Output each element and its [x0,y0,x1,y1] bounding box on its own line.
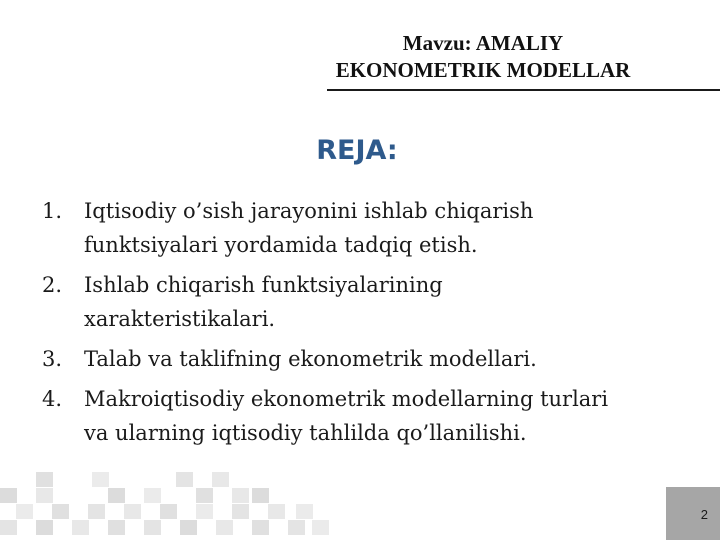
decorative-square [144,520,161,535]
decorative-square [232,504,249,519]
plan-item-text-line: Iqtisodiy o’sish jarayonini ishlab chiqarish [84,199,534,223]
decorative-square [16,504,33,519]
plan-item-number: 2. [42,273,63,297]
decorative-square [0,520,17,535]
decorative-square [92,472,109,487]
plan-item-number: 1. [42,199,63,223]
slide-title [300,30,666,84]
title-line-2: EKONOMETRIK MODELLAR [335,58,631,82]
decorative-square [144,488,161,503]
plan-item-text-line: Makroiqtisodiy ekonometrik modellarning turlari [84,387,609,411]
plan-item-4 [42,382,682,450]
plan-item-text-line: Ishlab chiqarish funktsiyalarining [84,273,443,297]
plan-list [42,194,682,456]
plan-item-text-line: Talab va taklifning ekonometrik modellari. [84,347,537,371]
decorative-square-pattern [0,460,330,540]
decorative-square [196,488,213,503]
decorative-square [176,472,193,487]
decorative-square [72,520,89,535]
decorative-square [288,520,305,535]
decorative-square [108,520,125,535]
decorative-square [252,520,269,535]
decorative-square [232,488,249,503]
title-underline [327,89,720,91]
decorative-square [124,504,141,519]
decorative-square [252,488,269,503]
decorative-square [36,488,53,503]
decorative-square [108,488,125,503]
decorative-square [36,472,53,487]
decorative-square [296,504,313,519]
decorative-square [52,504,69,519]
decorative-square [180,520,197,535]
plan-item-2 [42,268,682,336]
decorative-square [0,488,17,503]
plan-item-text-line: xarakteristikalari. [84,307,276,331]
page-number-box [666,487,720,540]
decorative-square [88,504,105,519]
decorative-square [212,472,229,487]
decorative-square [196,504,213,519]
plan-item-1 [42,194,682,262]
plan-item-3 [42,342,682,376]
title-line-1: Mavzu: AMALIY [402,31,564,55]
plan-item-text-line: va ularning iqtisodiy tahlilda qo’llanilishi. [84,421,527,445]
plan-item-number: 4. [42,387,63,411]
plan-item-number: 3. [42,347,63,371]
plan-item-text-line: funktsiyalari yordamida tadqiq etish. [84,233,478,257]
decorative-square [160,504,177,519]
plan-heading: REJA: [316,135,398,166]
decorative-square [216,520,233,535]
decorative-square [312,520,329,535]
page-number: 2 [700,507,708,522]
decorative-square [268,504,285,519]
decorative-square [36,520,53,535]
